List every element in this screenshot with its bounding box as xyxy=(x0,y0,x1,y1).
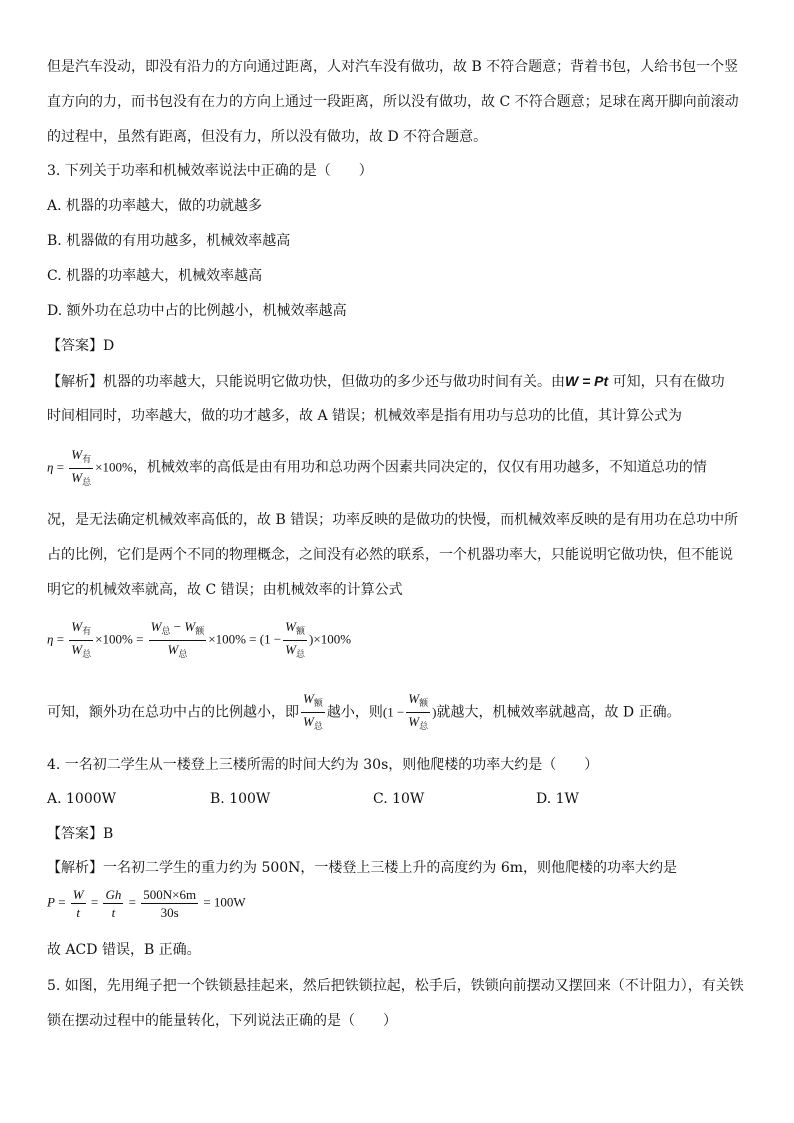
power-formula xyxy=(47,886,246,921)
w-symbol: W xyxy=(71,619,83,634)
equals-sign: = xyxy=(136,631,144,647)
eta-symbol: η xyxy=(47,459,54,475)
q4-option-d: D. 1W xyxy=(536,791,579,807)
subscript-total: 总 xyxy=(82,477,92,487)
equals-sign: = xyxy=(249,631,257,647)
q3-analysis-text: 可知，额外功在总功中占的比例越小，即 xyxy=(47,704,299,721)
q4-stem: 4. 一名初二学生从一楼登上三楼所需的时间大约为 30s，则他爬楼的功率大约是（ ） xyxy=(47,757,599,773)
w-symbol: W xyxy=(71,470,83,485)
subscript-extra: 额 xyxy=(296,626,306,636)
q3-analysis-text: 可知，只有在做功 xyxy=(608,374,725,390)
w-symbol: W xyxy=(184,619,196,634)
w-symbol: W xyxy=(285,619,297,634)
subscript-extra: 额 xyxy=(313,698,323,708)
subscript-useful: 有 xyxy=(82,626,92,636)
paragraph-line-2: 直方向的力，而书包没有在力的方向上通过一段距离，所以没有做功，故 C 不符合题意；足球在离开脚向前滚动 xyxy=(47,94,739,110)
q4-option-a: A. 1000W xyxy=(47,791,117,807)
w-symbol: W xyxy=(72,887,84,902)
w-symbol: W xyxy=(71,447,83,462)
w-symbol: W xyxy=(303,714,314,729)
q3-analysis-line-6: 明它的机械效率就高，故 C 错误；由机械效率的计算公式 xyxy=(47,582,403,598)
times-100-percent: ×100% xyxy=(208,631,246,647)
q4-answer: 【答案】B xyxy=(47,826,114,842)
efficiency-fraction xyxy=(69,446,93,491)
close-paren: ) xyxy=(432,704,437,720)
w-symbol: W xyxy=(150,619,162,634)
subscript-extra: 额 xyxy=(195,626,205,636)
w-symbol: W xyxy=(408,714,420,729)
q5-stem-line-2: 锁在摆动过程中的能量转化，下列说法正确的是（ ） xyxy=(47,1013,397,1029)
q3-option-b: B. 机器做的有用功越多，机械效率越高 xyxy=(47,233,291,249)
extra-over-total-fraction xyxy=(301,690,325,735)
subscript-total: 总 xyxy=(313,721,323,731)
efficiency-formula-line xyxy=(47,446,707,491)
q5-stem-line-1: 5. 如图，先用绳子把一个铁锁悬挂起来，然后把铁锁拉起，松手后，铁锁向前摆动又摆回来（不计阻力），有关铁 xyxy=(47,978,744,994)
t-symbol: t xyxy=(111,905,116,920)
q3-option-d: D. 额外功在总功中占的比例越小，机械效率越高 xyxy=(47,303,347,319)
one-minus-open: (1 − xyxy=(259,631,282,647)
p-symbol: P xyxy=(47,894,55,910)
minus-sign: − xyxy=(173,619,182,634)
gh-symbol: Gh xyxy=(105,887,122,902)
eta-symbol: η xyxy=(47,631,54,647)
useful-over-total-fraction xyxy=(69,618,93,663)
subscript-total: 总 xyxy=(296,649,306,659)
equals-sign: = xyxy=(56,631,65,647)
q4-analysis-line-2: 故 ACD 错误，B 正确。 xyxy=(47,942,201,958)
q3-stem: 3. 下列关于功率和机械效率说法中正确的是（ ） xyxy=(47,163,373,179)
q3-analysis-text: ，机械效率的高低是由有用功和总功两个因素共同决定的，仅仅有用功越多，不知道总功的情 xyxy=(132,459,707,476)
q3-analysis-text: 越小，则 xyxy=(326,704,383,721)
equals-sign: = xyxy=(128,894,136,910)
efficiency-expanded-formula xyxy=(47,618,351,663)
gh-over-t-fraction xyxy=(103,886,123,921)
extra-over-total-fraction xyxy=(406,690,430,735)
paragraph-line-1: 但是汽车没动，即没有沿力的方向通过距离，人对汽车没有做功，故 B 不符合题意；背着书包，人给书包一个竖 xyxy=(47,59,739,75)
q3-analysis-text: 就越大，机械效率就越高，故 D 正确。 xyxy=(436,704,681,721)
w-symbol: W xyxy=(303,691,314,706)
subscript-extra: 额 xyxy=(419,698,429,708)
q3-analysis-line-2: 时间相同时，功率越大，做的功才越多，故 A 错误；机械效率是指有用功与总功的比值，其计算公式为 xyxy=(47,408,683,424)
q3-analysis-line-4: 况，是无法确定机械效率高低的，故 B 错误；功率反映的是做功的快慢，而机械效率反映的是有用功在总功中所 xyxy=(47,512,739,528)
paragraph-line-3: 的过程中，虽然有距离，但没有力，所以没有做功，故 D 不符合题意。 xyxy=(47,129,488,145)
q3-analysis-text: 【解析】机器的功率越大，只能说明它做功快，但做功的多少还与做功时间有关。由 xyxy=(47,374,565,390)
power-denominator: 30s xyxy=(160,905,179,920)
q4-option-b: B. 100W xyxy=(210,791,271,807)
equals-sign: = xyxy=(58,894,66,910)
q4-analysis-line-1: 【解析】一名初二学生的重力约为 500N，一楼登上三楼上升的高度约为 6m，则他爬楼的功率大约是 xyxy=(47,860,678,876)
numeric-power-fraction xyxy=(141,886,198,921)
w-symbol: W xyxy=(285,642,297,657)
subscript-total: 总 xyxy=(161,626,171,636)
power-result: = 100W xyxy=(203,894,246,910)
total-minus-extra-fraction xyxy=(149,618,207,663)
power-numerator: 500N×6m xyxy=(143,887,197,902)
w-over-t-fraction xyxy=(71,886,86,921)
extra-over-total-fraction xyxy=(283,618,307,663)
t-symbol: t xyxy=(76,905,81,920)
subscript-total: 总 xyxy=(419,721,429,731)
q3-analysis-line-5: 占的比例，它们是两个不同的物理概念，之间没有必然的联系，一个机器功率大，只能说明它做功快，但不能说 xyxy=(47,547,733,563)
equals-sign: = xyxy=(90,894,99,910)
work-formula: W = Pt xyxy=(565,373,609,389)
times-100-percent: ×100% xyxy=(95,631,133,647)
q3-option-a: A. 机器的功率越大，做的功就越多 xyxy=(47,198,263,214)
subscript-useful: 有 xyxy=(82,454,92,464)
subscript-total: 总 xyxy=(82,649,92,659)
subscript-total: 总 xyxy=(178,649,188,659)
close-times-100-percent: )×100% xyxy=(309,631,352,647)
q3-option-c: C. 机器的功率越大，机械效率越高 xyxy=(47,268,263,284)
one-minus-open: (1 − xyxy=(382,704,405,720)
w-symbol: W xyxy=(167,642,179,657)
q3-analysis-line-1 xyxy=(47,371,725,392)
q3-analysis-line-7 xyxy=(47,690,681,735)
q3-answer: 【答案】D xyxy=(47,338,115,354)
equals-sign: = xyxy=(56,459,65,475)
w-symbol: W xyxy=(71,642,83,657)
w-symbol: W xyxy=(408,691,420,706)
q4-option-c: C. 10W xyxy=(373,791,425,807)
times-100-percent: ×100% xyxy=(95,459,133,475)
